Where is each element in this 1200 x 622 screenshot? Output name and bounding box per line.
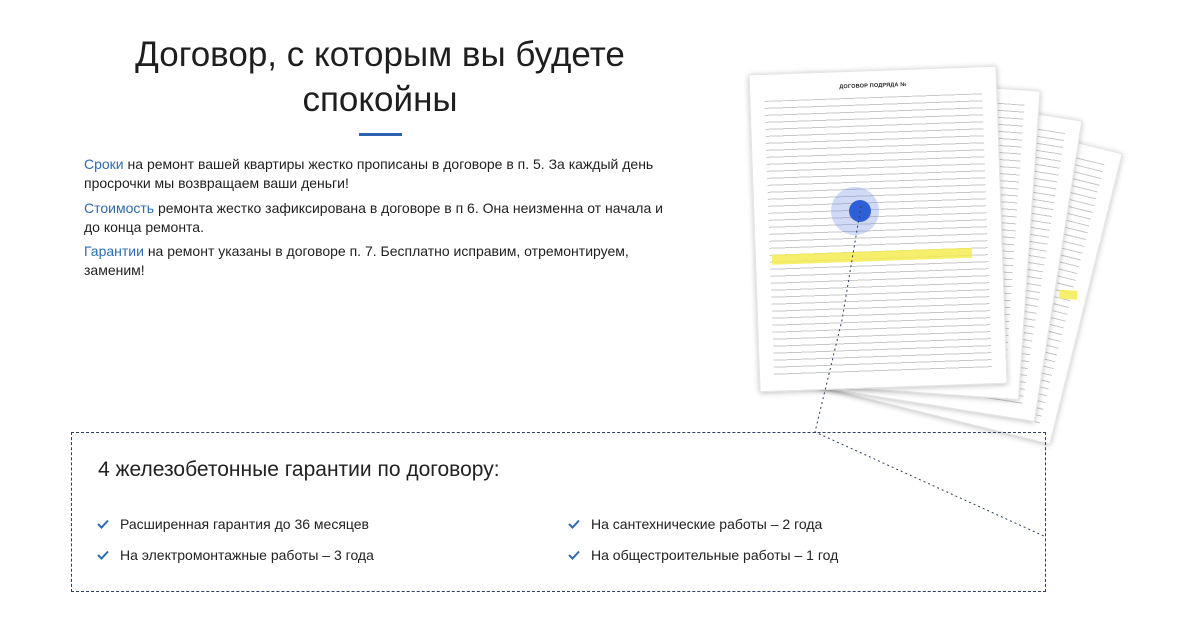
guarantee-item [96,516,369,532]
guarantee-item-label: На сантехнические работы – 2 года [591,516,823,532]
document-highlight-mark [1059,290,1078,300]
warranty-text: на ремонт указаны в договоре п. 7. Бесплатно исправим, отремонтируем, заменим! [84,243,629,278]
check-icon [96,549,110,561]
warranty-paragraph [84,242,674,280]
check-icon [567,549,581,561]
terms-paragraph [84,155,674,193]
magnifier-dot [849,200,871,222]
page-title: Договор, с которым вы будете спокойны [135,35,625,119]
guarantees-title: 4 железобетонные гарантии по договору: [98,458,500,481]
contract-document-illustration [740,60,1160,440]
terms-text: на ремонт вашей квартиры жестко прописаны в договоре в п. 5. За каждый день просрочки мы возвращаем ваши деньги! [84,156,654,191]
check-icon [96,518,110,530]
guarantee-item-label: На общестроительные работы – 1 год [591,547,839,563]
check-icon [567,518,581,530]
guarantee-item [567,547,838,563]
document-page-front [749,66,1008,392]
document-heading: ДОГОВОР ПОДРЯДА № [839,81,907,91]
guarantees-box [71,432,1046,592]
title-underline [359,133,402,136]
cost-text: ремонта жестко зафиксирована в договоре в п 6. Она неизменна от начала и до конца ремонта. [84,200,663,235]
guarantee-item [96,547,374,563]
warranty-highlight: Гарантии [84,243,144,259]
guarantee-item-label: Расширенная гарантия до 36 месяцев [120,516,369,532]
cost-highlight: Стоимость [84,200,155,216]
guarantee-item [567,516,822,532]
terms-highlight: Сроки [84,156,124,172]
guarantee-item-label: На электромонтажные работы – 3 года [120,547,374,563]
cost-paragraph [84,199,674,237]
